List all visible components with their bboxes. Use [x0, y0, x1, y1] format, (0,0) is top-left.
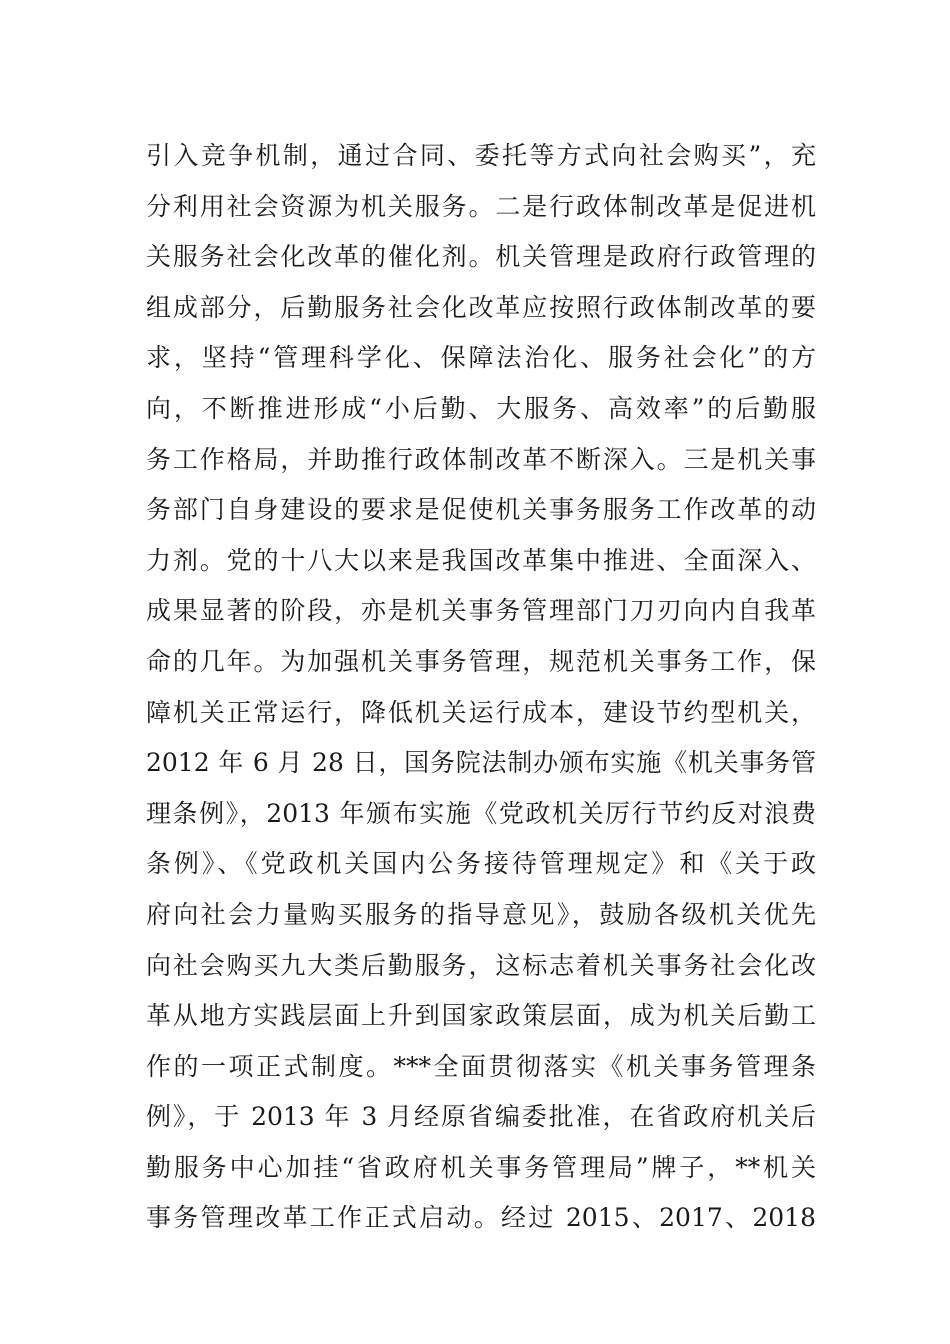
text-line-20: 例》，于 2013 年 3 月经原省编委批准，在省政府机关后: [146, 1102, 816, 1132]
text-line-12: 障机关正常运行，降低机关运行成本，建设节约型机关，: [146, 697, 816, 727]
text-line-5: 求，坚持“管理科学化、保障法治化、服务社会化”的方: [146, 343, 816, 373]
text-line-22: 事务管理改革工作正式启动。经过 2015、2017、2018: [146, 1203, 816, 1233]
text-line-7: 务工作格局，并助推行政体制改革不断深入。三是机关事: [146, 444, 816, 474]
text-line-18: 革从地方实践层面上升到国家政策层面，成为机关后勤工: [146, 1001, 816, 1031]
text-line-21: 勤服务中心加挂“省政府机关事务管理局”牌子，**机关: [146, 1152, 816, 1182]
text-line-6: 向，不断推进形成“小后勤、大服务、高效率”的后勤服: [146, 393, 816, 423]
text-line-2: 分利用社会资源为机关服务。二是行政体制改革是促进机: [146, 191, 816, 221]
text-line-11: 命的几年。为加强机关事务管理，规范机关事务工作，保: [146, 646, 816, 676]
text-line-16: 府向社会力量购买服务的指导意见》，鼓励各级机关优先: [146, 899, 816, 929]
text-line-10: 成果显著的阶段，亦是机关事务管理部门刀刃向内自我革: [146, 596, 816, 626]
text-line-14: 理条例》，2013 年颁布实施《党政机关厉行节约反对浪费: [146, 798, 816, 828]
text-line-3: 关服务社会化改革的催化剂。机关管理是政府行政管理的: [146, 242, 816, 272]
text-line-8: 务部门自身建设的要求是促使机关事务服务工作改革的动: [146, 495, 816, 525]
body-paragraph: [146, 131, 816, 1244]
text-line-13: 2012 年 6 月 28 日，国务院法制办颁布实施《机关事务管: [146, 748, 816, 778]
text-line-19: 作的一项正式制度。***全面贯彻落实《机关事务管理条: [146, 1051, 816, 1081]
text-line-4: 组成部分，后勤服务社会化改革应按照行政体制改革的要: [146, 292, 816, 322]
text-line-9: 力剂。党的十八大以来是我国改革集中推进、全面深入、: [146, 545, 816, 575]
text-line-17: 向社会购买九大类后勤服务，这标志着机关事务社会化改: [146, 950, 816, 980]
text-line-1: 引入竞争机制，通过合同、委托等方式向社会购买”，充: [146, 141, 816, 170]
text-line-15: 条例》、《党政机关国内公务接待管理规定》和《关于政: [146, 849, 816, 879]
